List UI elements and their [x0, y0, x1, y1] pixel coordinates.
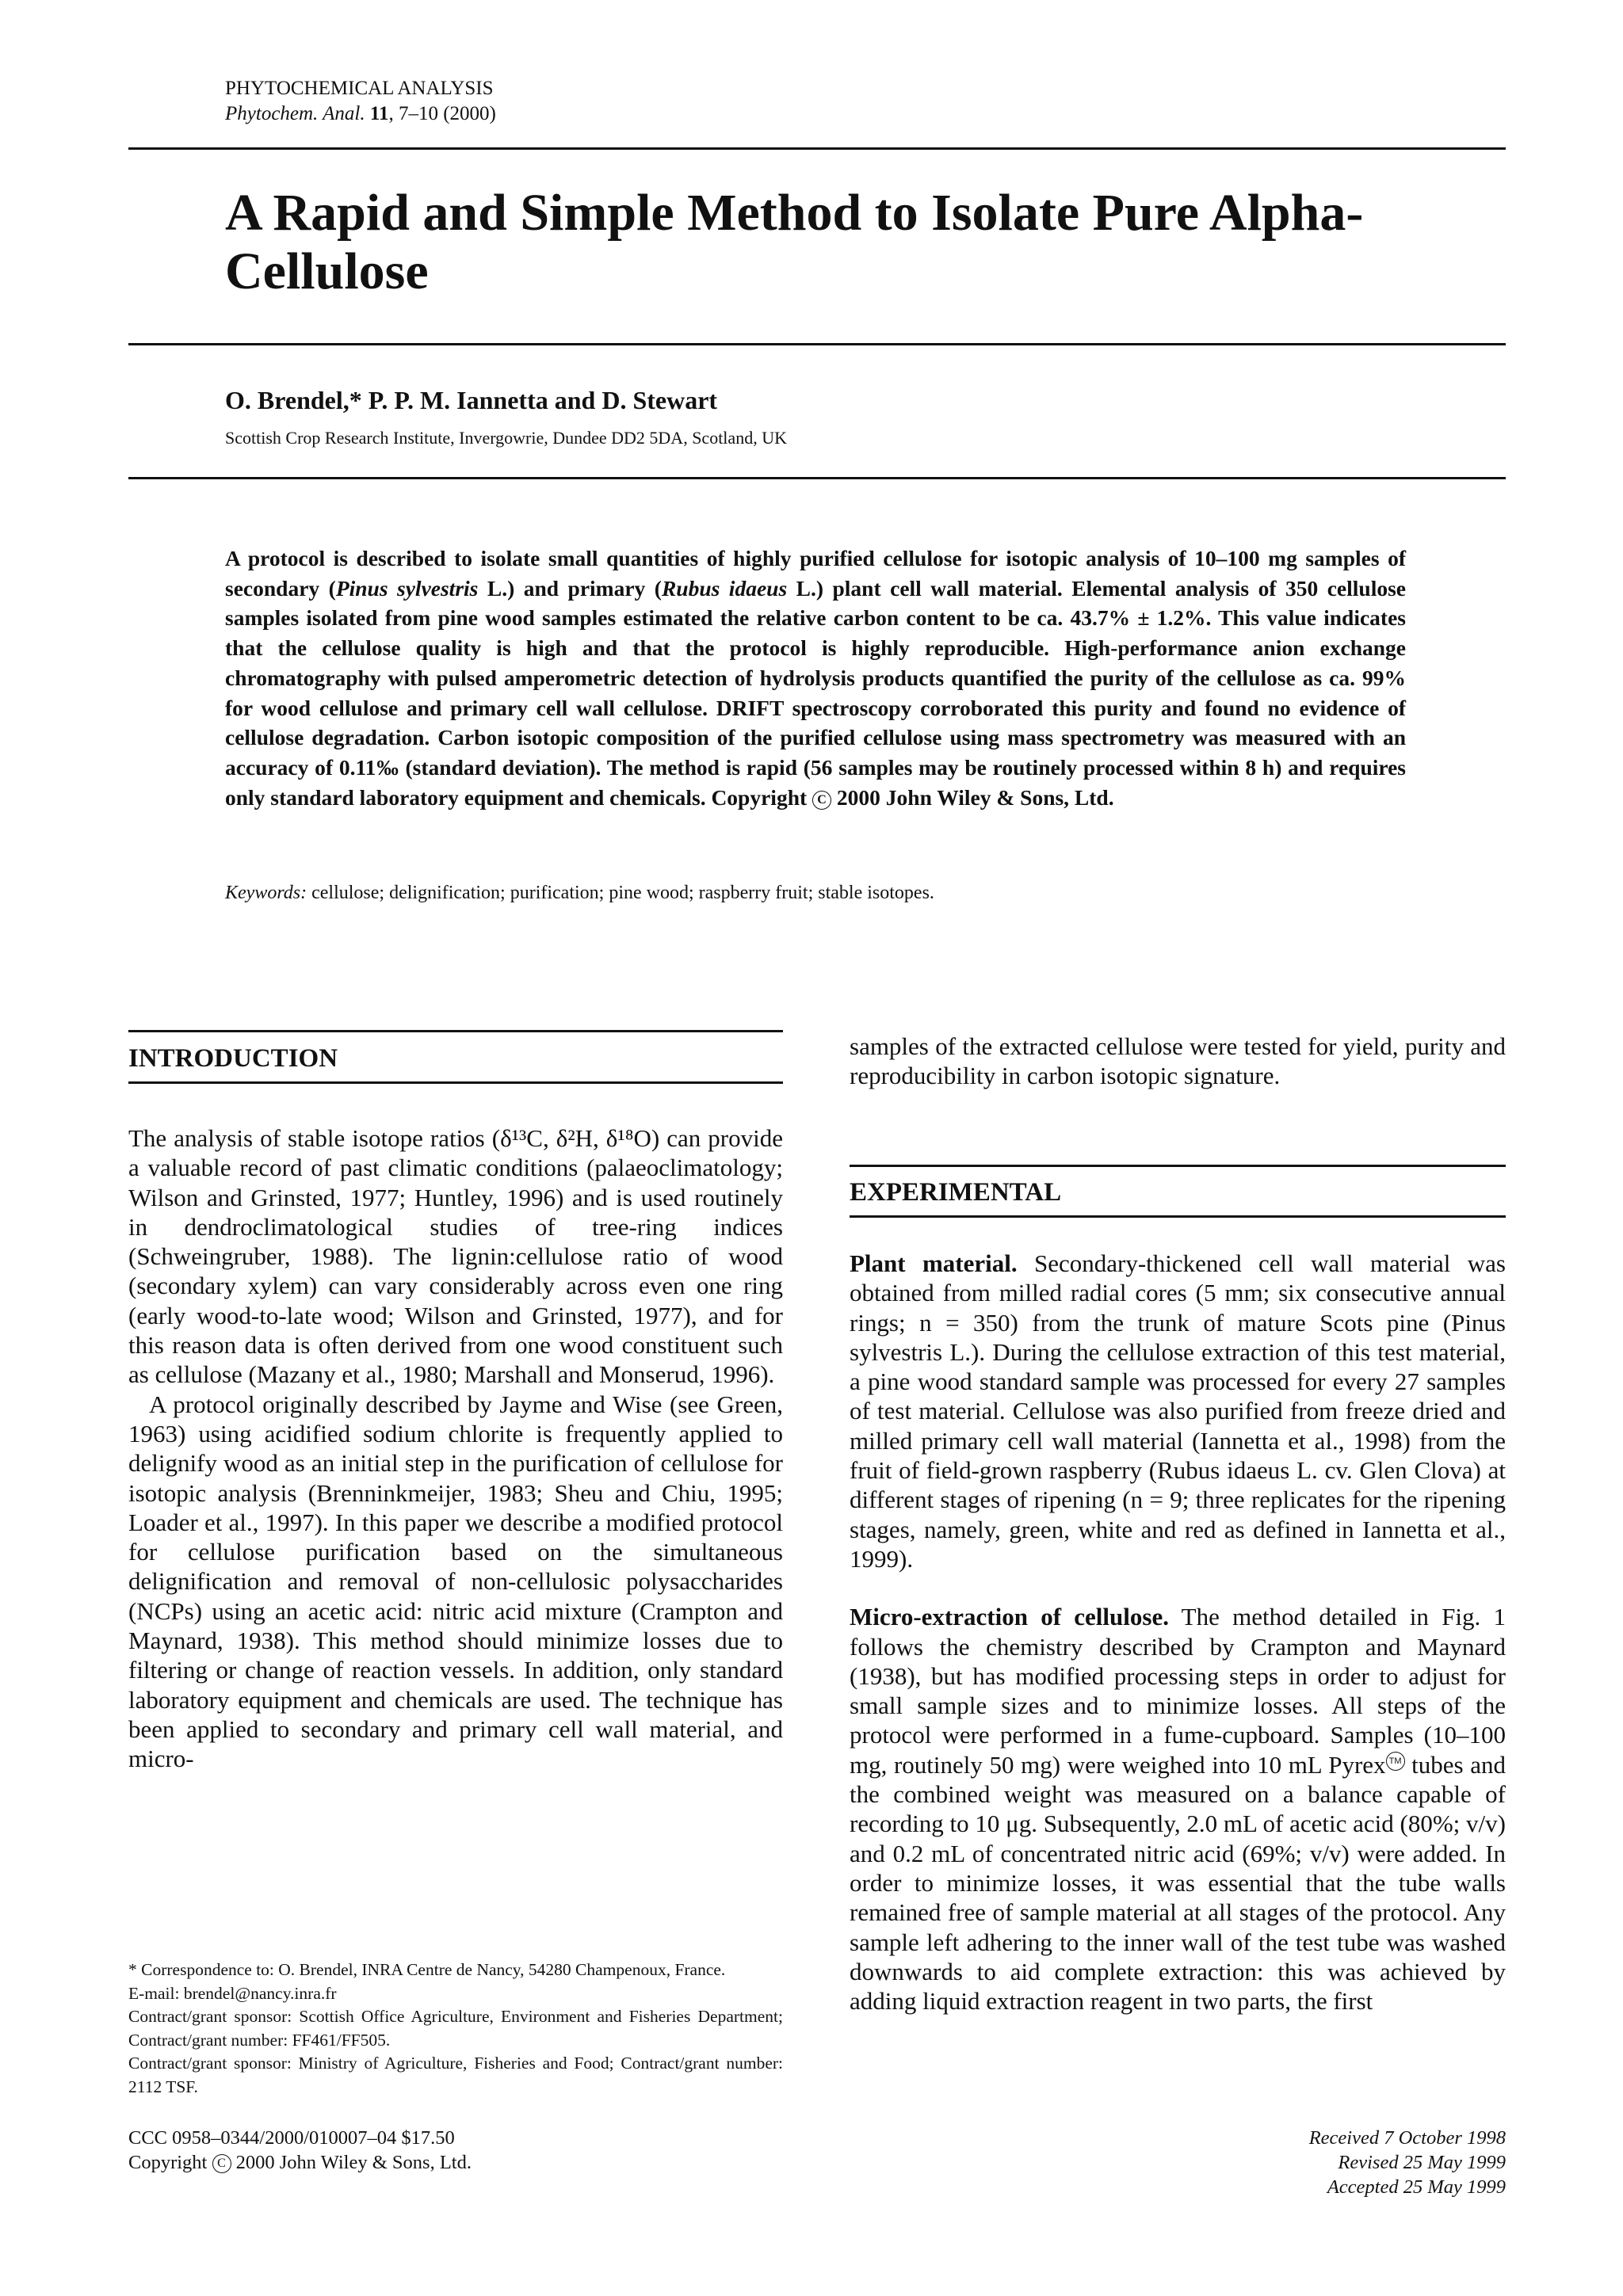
experimental-body: [850, 1249, 1506, 2016]
journal-citation: [225, 101, 496, 127]
footnote-sponsor-1: Contract/grant sponsor: Scottish Office Agriculture, Environment and Fisheries Department; Contract/grant number: FF461/FF505.: [128, 2007, 783, 2050]
journal-header: [225, 76, 496, 127]
author-affiliation: Scottish Crop Research Institute, Invergowrie, Dundee DD2 5DA, Scotland, UK: [225, 428, 787, 448]
accepted-date: Accepted 25 May 1999: [1327, 2176, 1506, 2198]
micro-extraction-lead: Micro-extraction of cellulose.: [850, 1603, 1169, 1631]
intro-top-rule: [128, 1030, 783, 1032]
journal-volume: 11: [369, 103, 389, 124]
micro-extraction-text-2: tubes and the combined weight was measured on a balance capable of recording to 10 μg. Subsequently, 2.0 mL of acetic acid (80%; v/v) and 0.2 mL of concentrated nitric acid (69%; v/v) were added. In order to minimize losses, it was essential that the tube walls remained free of sample material at all stages of the protocol. Any sample left adhering to the inner wall of the test tube was washed downwards to aid complete extraction: this was achieved by adding liquid extraction reagent in two parts, the first: [850, 1750, 1506, 2016]
experimental-bottom-rule: [850, 1215, 1506, 1218]
footnote-correspondence: * Correspondence to: O. Brendel, INRA Centre de Nancy, 54280 Champenoux, France.: [128, 1960, 726, 1979]
footnote-email: E-mail: brendel@nancy.inra.fr: [128, 1983, 337, 2003]
footer-copyright-suffix: 2000 John Wiley & Sons, Ltd.: [231, 2152, 472, 2173]
copyright-icon: C: [212, 2154, 231, 2173]
abstract-text-1: A protocol is described to isolate small quantities of highly purified cellulose for isotopic analysis of 10–100 mg samples of secondary (: [225, 546, 1406, 601]
footer-copyright-prefix: Copyright: [128, 2152, 212, 2173]
ccc-code: CCC 0958–0344/2000/010007–04 $17.50: [128, 2127, 455, 2149]
intro-bottom-rule: [128, 1081, 783, 1084]
journal-pages-year: , 7–10 (2000): [388, 103, 496, 124]
footer-copyright: [128, 2150, 472, 2175]
header-rule: [128, 147, 1506, 150]
intro-heading: INTRODUCTION: [128, 1044, 338, 1073]
author-list: O. Brendel,* P. P. M. Iannetta and D. Stewart: [225, 386, 718, 414]
intro-body: [128, 1123, 783, 1774]
abstract-text-3: L.) plant cell wall material. Elemental analysis of 350 cellulose samples isolated from pine wood samples estimated the relative carbon content to be ca. 43.7% ± 1.2%. This value indicates that the cellulose quality is high and that the protocol is highly reproducible. High-performance anion exchange chromatography with pulsed amperometric detection of hydrolysis products quantified the purity of the cellulose as ca. 99% for wood cellulose and primary cell wall cellulose. DRIFT spectroscopy corroborated this purity and found no evidence of cellulose degradation. Carbon isotopic composition of the purified cellulose using mass spectrometry was measured with an accuracy of 0.11‰ (standard deviation). The method is rapid (56 samples may be routinely processed within 8 h) and requires only standard laboratory equipment and chemicals. Copyright: [225, 575, 1407, 810]
micro-extraction-paragraph: [850, 1602, 1506, 2016]
received-date: Received 7 October 1998: [1308, 2127, 1506, 2149]
keywords-list: cellulose; delignification; purification; pine wood; raspberry fruit; stable isotopes.: [307, 883, 934, 903]
affiliation-rule: [128, 477, 1506, 479]
abstract-species-raspberry: Rubus idaeus: [661, 575, 788, 601]
copyright-icon: C: [812, 791, 831, 810]
plant-material-lead: Plant material.: [850, 1249, 1018, 1277]
abstract-species-pine: Pinus sylvestris: [335, 575, 479, 601]
journal-name: PHYTOCHEMICAL ANALYSIS: [225, 78, 494, 99]
abstract-text-4: 2000 John Wiley & Sons, Ltd.: [831, 784, 1114, 810]
plant-material-text: Secondary-thickened cell wall material was obtained from milled radial cores (5 mm; six consecutive annual rings; n = 350) from the trunk of mature Scots pine (Pinus sylvestris L.). During the cellulose extraction of this test material, a pine wood standard sample was processed for every 27 samples of test material. Cellulose was also purified from freeze dried and milled primary cell wall material (Iannetta et al., 1998) from the fruit of field-grown raspberry (Rubus idaeus L. cv. Glen Clova) at different stages of ripening (n = 9; three replicates for the ripening stages, namely, green, white and red as defined in Iannetta et al., 1999).: [850, 1249, 1506, 1573]
trademark-icon: TM: [1386, 1752, 1405, 1771]
abstract: [225, 543, 1406, 812]
intro-paragraph-1: The analysis of stable isotope ratios (δ¹³C, δ²H, δ¹⁸O) can provide a valuable record of past climatic conditions (palaeoclimatology; Wilson and Grinsted, 1977; Huntley, 1996) and is used routinely in dendroclimatological studies of tree-ring indices (Schweingruber, 1988). The lignin:cellulose ratio of wood (secondary xylem) can vary considerably across even one ring (early wood-to-late wood; Wilson and Grinsted, 1977), and for this reason data is often derived from one wood constituent such as cellulose (Mazany et al., 1980; Marshall and Monserud, 1996).: [128, 1124, 783, 1389]
plant-material-paragraph: [850, 1249, 1506, 1573]
experimental-top-rule: [850, 1165, 1506, 1167]
footer-left: [128, 2126, 472, 2175]
experimental-heading: EXPERIMENTAL: [850, 1178, 1062, 1207]
micro-extraction-text-1: The method detailed in Fig. 1 follows the chemistry described by Crampton and Maynard (1938), but has modified processing steps in order to adjust for small sample sizes and to minimize losses. All steps of the protocol were performed in a fume-cupboard. Samples (10–100 mg, routinely 50 mg) were weighed into 10 mL Pyrex: [850, 1603, 1506, 1779]
keywords-label: Keywords:: [225, 883, 307, 903]
article-title: A Rapid and Simple Method to Isolate Pure Alpha-Cellulose: [225, 184, 1364, 300]
intro-continuation: samples of the extracted cellulose were tested for yield, purity and reproducibility in carbon isotopic signature.: [850, 1032, 1506, 1090]
footer-dates: [1309, 2126, 1506, 2199]
footnote-sponsor-2: Contract/grant sponsor: Ministry of Agriculture, Fisheries and Food; Contract/grant number: 2112 TSF.: [128, 2054, 783, 2096]
title-rule: [128, 343, 1506, 345]
journal-abbrev: Phytochem. Anal.: [225, 103, 365, 124]
intro-paragraph-2: A protocol originally described by Jayme and Wise (see Green, 1963) using acidified sodium chlorite is frequently applied to delignify wood as an initial step in the purification of cellulose for isotopic analysis (Brenninkmeijer, 1983; Sheu and Chiu, 1995; Loader et al., 1997). In this paper we describe a modified protocol for cellulose purification based on the simultaneous delignification and removal of non-cellulosic polysaccharides (NCPs) using an acetic acid: nitric acid mixture (Crampton and Maynard, 1938). This method should minimize losses due to filtering or change of reaction vessels. In addition, only standard laboratory equipment and chemicals are used. The technique has been applied to secondary and primary cell wall material, and micro-: [128, 1390, 783, 1773]
revised-date: Revised 25 May 1999: [1338, 2152, 1506, 2173]
footnotes: [128, 1958, 783, 2099]
keywords: [225, 881, 1406, 905]
abstract-text-2: L.) and primary (: [478, 575, 662, 601]
